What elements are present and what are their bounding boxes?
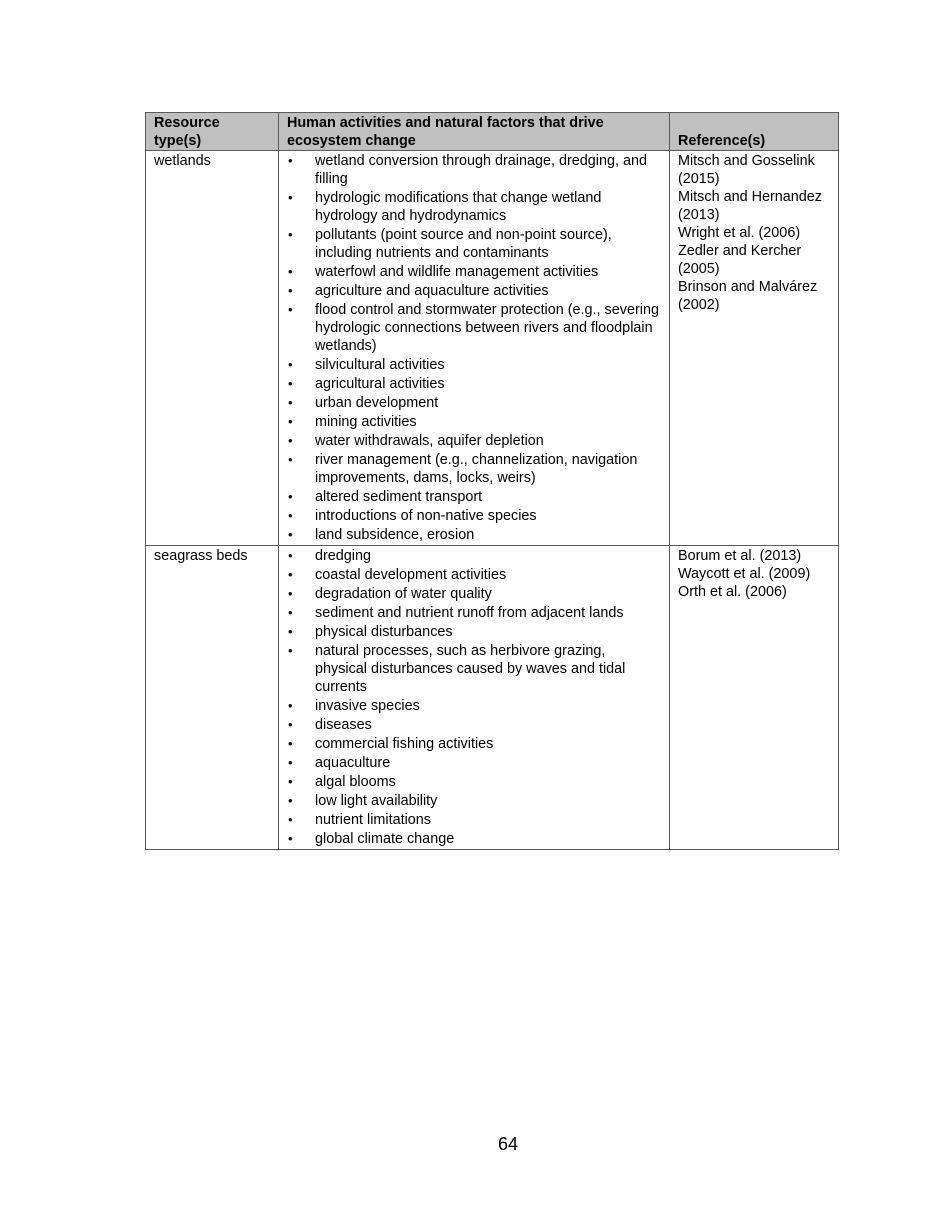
drivers-cell [279,151,670,546]
driver-list-item: • coastal development activities [287,566,661,584]
ecosystem-drivers-table [145,112,839,850]
references-cell [670,151,839,546]
reference-citation: Brinson and Malvárez (2002) [678,279,818,313]
drivers-list [287,547,661,848]
driver-list-item: • altered sediment transport [287,488,661,506]
reference-citation: Wright et al. (2006) [678,225,801,241]
driver-list-item: • dredging [287,547,661,565]
header-drivers: Human activities and natural factors that drive ecosystem change [279,113,670,151]
driver-list-item: • mining activities [287,413,661,431]
table-header-row [146,113,839,151]
driver-list-item: • land subsidence, erosion [287,526,661,544]
table-row [146,546,839,850]
driver-list-item: • urban development [287,394,661,412]
resource-type-cell: seagrass beds [146,546,279,850]
header-resource-types: Resource type(s) [146,113,279,151]
reference-citation: Zedler and Kercher (2005) [678,243,802,277]
references-cell [670,546,839,850]
driver-list-item: • introductions of non-native species [287,507,661,525]
reference-citation: Mitsch and Hernandez (2013) [678,189,822,223]
drivers-list [287,152,661,544]
driver-list-item: • commercial fishing activities [287,735,661,753]
driver-list-item: • low light availability [287,792,661,810]
driver-list-item: • sediment and nutrient runoff from adjacent lands [287,604,661,622]
driver-list-item: • silvicultural activities [287,356,661,374]
driver-list-item: • aquaculture [287,754,661,772]
reference-citation: Orth et al. (2006) [678,584,787,600]
drivers-cell [279,546,670,850]
driver-list-item: • invasive species [287,697,661,715]
header-references: Reference(s) [670,113,839,151]
table-row [146,151,839,546]
driver-list-item: • diseases [287,716,661,734]
reference-citation: Mitsch and Gosselink (2015) [678,153,815,187]
driver-list-item: • flood control and stormwater protection (e.g., severing hydrologic connections between rivers and floodplain wetlands) [287,301,661,355]
reference-citation: Waycott et al. (2009) [678,566,811,582]
driver-list-item: • wetland conversion through drainage, dredging, and filling [287,152,661,188]
driver-list-item: • physical disturbances [287,623,661,641]
table-body [146,151,839,850]
driver-list-item: • water withdrawals, aquifer depletion [287,432,661,450]
driver-list-item: • river management (e.g., channelization, navigation improvements, dams, locks, weirs) [287,451,661,487]
driver-list-item: • hydrologic modifications that change wetland hydrology and hydrodynamics [287,189,661,225]
driver-list-item: • agriculture and aquaculture activities [287,282,661,300]
driver-list-item: • agricultural activities [287,375,661,393]
reference-citation: Borum et al. (2013) [678,548,802,564]
driver-list-item: • waterfowl and wildlife management activities [287,263,661,281]
driver-list-item: • pollutants (point source and non-point source), including nutrients and contaminants [287,226,661,262]
driver-list-item: • algal blooms [287,773,661,791]
driver-list-item: • global climate change [287,830,661,848]
driver-list-item: • nutrient limitations [287,811,661,829]
resource-type-cell: wetlands [146,151,279,546]
page-number: 64 [497,1134,519,1154]
driver-list-item: • natural processes, such as herbivore grazing, physical disturbances caused by waves and tidal currents [287,642,661,696]
driver-list-item: • degradation of water quality [287,585,661,603]
